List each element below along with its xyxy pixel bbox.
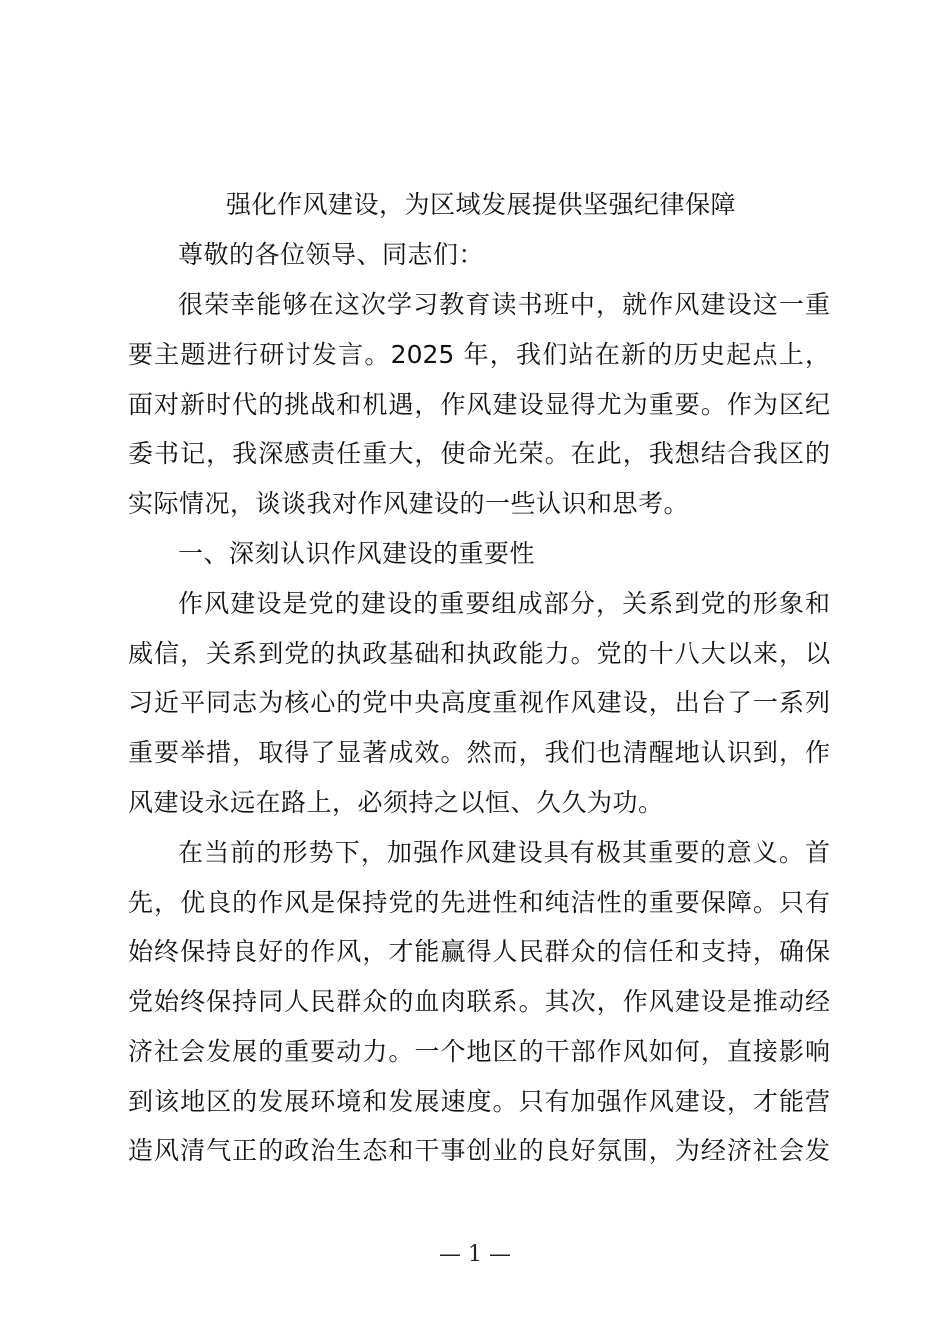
page-number: — 1 — <box>439 1242 511 1267</box>
salutation: 尊敬的各位领导、同志们： <box>178 240 485 269</box>
paragraph-1-line: 实际情况，谈谈我对作风建设的一些认识和思考。 <box>128 489 690 518</box>
paragraph-3-line: 造风清气正的政治生态和干事创业的良好氛围，为经济社会发 <box>128 1136 830 1165</box>
document-title: 强化作风建设，为区域发展提供坚强纪律保障 <box>226 190 737 219</box>
paragraph-1-line: 要主题进行研讨发言。2025 年，我们站在新的历史起点上， <box>128 340 830 369</box>
paragraph-3-line: 到该地区的发展环境和发展速度。只有加强作风建设，才能营 <box>128 1087 830 1116</box>
paragraph-3-line: 济社会发展的重要动力。一个地区的干部作风如何，直接影响 <box>128 1037 830 1066</box>
paragraph-3-line: 先，优良的作风是保持党的先进性和纯洁性的重要保障。只有 <box>128 888 830 917</box>
paragraph-2-line: 习近平同志为核心的党中央高度重视作风建设，出台了一系列 <box>128 688 830 717</box>
section-heading: 一、深刻认识作风建设的重要性 <box>178 539 536 568</box>
paragraph-3-line: 在当前的形势下，加强作风建设具有极其重要的意义。首 <box>178 838 830 867</box>
paragraph-2-line: 作风建设是党的建设的重要组成部分，关系到党的形象和 <box>178 589 830 618</box>
paragraph-2-line: 重要举措，取得了显著成效。然而，我们也清醒地认识到，作 <box>128 738 830 767</box>
paragraph-2-line: 威信，关系到党的执政基础和执政能力。党的十八大以来，以 <box>128 639 830 668</box>
paragraph-2-line: 风建设永远在路上，必须持之以恒、久久为功。 <box>128 788 664 817</box>
paragraph-1-line: 委书记，我深感责任重大，使命光荣。在此，我想结合我区的 <box>128 439 830 468</box>
paragraph-3-line: 党始终保持同人民群众的血肉联系。其次，作风建设是推动经 <box>128 987 830 1016</box>
paragraph-1-line: 很荣幸能够在这次学习教育读书班中，就作风建设这一重 <box>178 290 830 319</box>
paragraph-1-line: 面对新时代的挑战和机遇，作风建设显得尤为重要。作为区纪 <box>128 390 830 419</box>
paragraph-3-line: 始终保持良好的作风，才能赢得人民群众的信任和支持，确保 <box>128 937 830 966</box>
